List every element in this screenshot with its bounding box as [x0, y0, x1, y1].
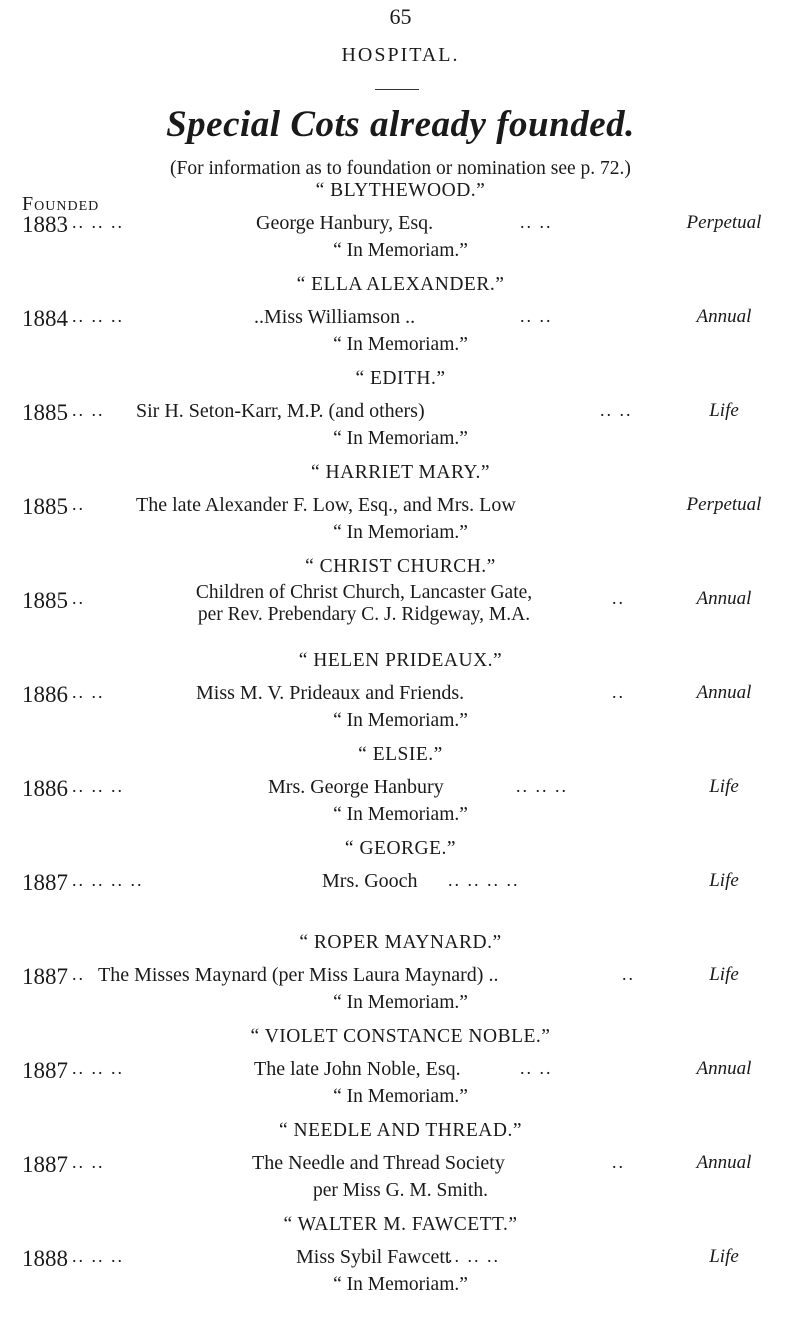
- cot-name: “ NEEDLE AND THREAD.”: [278, 1120, 522, 1141]
- title-rule: [375, 89, 419, 90]
- founded-year: 1885: [22, 400, 68, 425]
- donor: Miss M. V. Prideaux and Friends.: [196, 682, 465, 704]
- cot-entry-edith: [0, 368, 801, 462]
- founded-year: 1886: [22, 682, 68, 707]
- leader-dots: .. .. ..: [448, 1246, 500, 1266]
- cot-term: Perpetual: [686, 494, 762, 515]
- founded-column-label: Founded: [22, 193, 100, 215]
- memorial-note: “ In Memoriam.”: [333, 1086, 468, 1107]
- cot-term: Annual: [696, 1152, 752, 1173]
- leader-dots: .. ..: [72, 1152, 105, 1172]
- page-title: Special Cots already founded.: [166, 104, 635, 145]
- cot-term: Life: [709, 1246, 739, 1267]
- memorial-note: “ In Memoriam.”: [333, 334, 468, 355]
- founded-year: 1887: [22, 1058, 68, 1083]
- cot-term: Annual: [696, 588, 752, 609]
- leader-dots: .. ..: [72, 682, 105, 702]
- founded-year: 1886: [22, 776, 68, 801]
- leader-dots: ..: [612, 588, 625, 608]
- donor: The late Alexander F. Low, Esq., and Mrs. Low: [136, 494, 516, 516]
- donor-line: per Rev. Prebendary C. J. Ridgeway, M.A.: [197, 604, 531, 625]
- cot-term: Life: [709, 870, 739, 891]
- founded-year: 1887: [22, 1152, 68, 1177]
- donor: Miss Sybil Fawcett: [296, 1246, 451, 1268]
- cot-name: “ ROPER MAYNARD.”: [299, 932, 502, 953]
- cot-name: “ VIOLET CONSTANCE NOBLE.”: [250, 1026, 551, 1047]
- cot-name: “ HELEN PRIDEAUX.”: [298, 650, 503, 671]
- memorial-note: “ In Memoriam.”: [333, 522, 468, 543]
- memorial-note: “ In Memoriam.”: [333, 992, 468, 1013]
- cot-name: “ ELLA ALEXANDER.”: [296, 274, 505, 295]
- leader-dots: .. ..: [520, 1058, 553, 1078]
- leader-dots: ..: [72, 494, 85, 514]
- cot-entry-harriet-mary: [0, 462, 801, 556]
- leader-dots: .. .. ..: [72, 1058, 124, 1078]
- cot-name: “ ELSIE.”: [358, 744, 443, 765]
- cot-name: “ CHRIST CHURCH.”: [305, 556, 496, 577]
- donor: The late John Noble, Esq.: [254, 1058, 461, 1080]
- cot-entry-helen-prideaux: [0, 650, 801, 744]
- memorial-note: “ In Memoriam.”: [333, 804, 468, 825]
- leader-dots: .. .. ..: [72, 1246, 124, 1266]
- leader-dots: .. .. ..: [72, 776, 124, 796]
- running-head: HOSPITAL.: [341, 44, 460, 66]
- cot-term: Annual: [696, 306, 752, 327]
- leader-dots: .. ..: [520, 212, 553, 232]
- cot-name: “ HARRIET MARY.”: [311, 462, 490, 483]
- cot-term: Life: [709, 964, 739, 985]
- donor-line: Children of Christ Church, Lancaster Gate,: [195, 582, 533, 603]
- leader-dots: ..: [72, 588, 85, 608]
- donor: George Hanbury, Esq.: [256, 212, 434, 234]
- cot-name: “ BLYTHEWOOD.”: [315, 180, 486, 201]
- cot-name: “ WALTER M. FAWCETT.”: [283, 1214, 518, 1235]
- page-number: 65: [389, 4, 412, 29]
- cot-term: Annual: [696, 682, 752, 703]
- founded-year: 1887: [22, 870, 68, 895]
- donor: The Needle and Thread Society: [252, 1152, 505, 1174]
- cot-entry-walter-m-fawcett: [0, 1214, 801, 1308]
- donor: [124, 582, 604, 626]
- founded-year: 1887: [22, 964, 68, 989]
- cot-entry-needle-and-thread: [0, 1120, 801, 1214]
- founded-year: 1888: [22, 1246, 68, 1271]
- cot-term: Life: [709, 776, 739, 797]
- cot-entry-ella-alexander: [0, 274, 801, 368]
- leader-dots: .. ..: [520, 306, 553, 326]
- memorial-note: per Miss G. M. Smith.: [313, 1180, 488, 1201]
- leader-dots: .. ..: [72, 400, 105, 420]
- donor: The Misses Maynard (per Miss Laura Maynard) ..: [98, 964, 499, 986]
- leader-dots: .. .. .. ..: [448, 870, 520, 890]
- founded-year: 1883: [22, 212, 68, 237]
- donor: Mrs. Gooch: [322, 870, 418, 892]
- memorial-note: “ In Memoriam.”: [333, 240, 468, 261]
- donor: ..Miss Williamson ..: [254, 306, 416, 328]
- memorial-note: “ In Memoriam.”: [333, 428, 468, 449]
- cot-entry-elsie: [0, 744, 801, 838]
- memorial-note: “ In Memoriam.”: [333, 710, 468, 731]
- leader-dots: .. .. .. ..: [72, 870, 144, 890]
- donor: Sir H. Seton-Karr, M.P. (and others): [136, 400, 425, 422]
- leader-dots: .. .. ..: [72, 212, 124, 232]
- cot-entry-violet-constance-noble: [0, 1026, 801, 1120]
- cot-name: “ EDITH.”: [355, 368, 446, 389]
- cot-term: Perpetual: [686, 212, 762, 233]
- founded-year: 1885: [22, 494, 68, 519]
- leader-dots: .. .. ..: [72, 306, 124, 326]
- donor: Mrs. George Hanbury: [268, 776, 444, 798]
- leader-dots: ..: [622, 964, 635, 984]
- cot-name: “ GEORGE.”: [344, 838, 457, 859]
- leader-dots: ..: [612, 1152, 625, 1172]
- cot-entry-george: [0, 838, 801, 932]
- cot-entry-christ-church: [0, 556, 801, 650]
- cot-entry-roper-maynard: [0, 932, 801, 1026]
- cot-term: Life: [709, 400, 739, 421]
- cot-term: Annual: [696, 1058, 752, 1079]
- leader-dots: ..: [72, 964, 85, 984]
- cot-entry-blythewood: [0, 180, 801, 274]
- leader-dots: ..: [612, 682, 625, 702]
- intro-note: (For information as to foundation or nomination see p. 72.): [170, 158, 631, 179]
- leader-dots: .. .. ..: [516, 776, 568, 796]
- memorial-note: “ In Memoriam.”: [333, 1274, 468, 1295]
- founded-year: 1884: [22, 306, 68, 331]
- leader-dots: .. ..: [600, 400, 633, 420]
- founded-year: 1885: [22, 588, 68, 613]
